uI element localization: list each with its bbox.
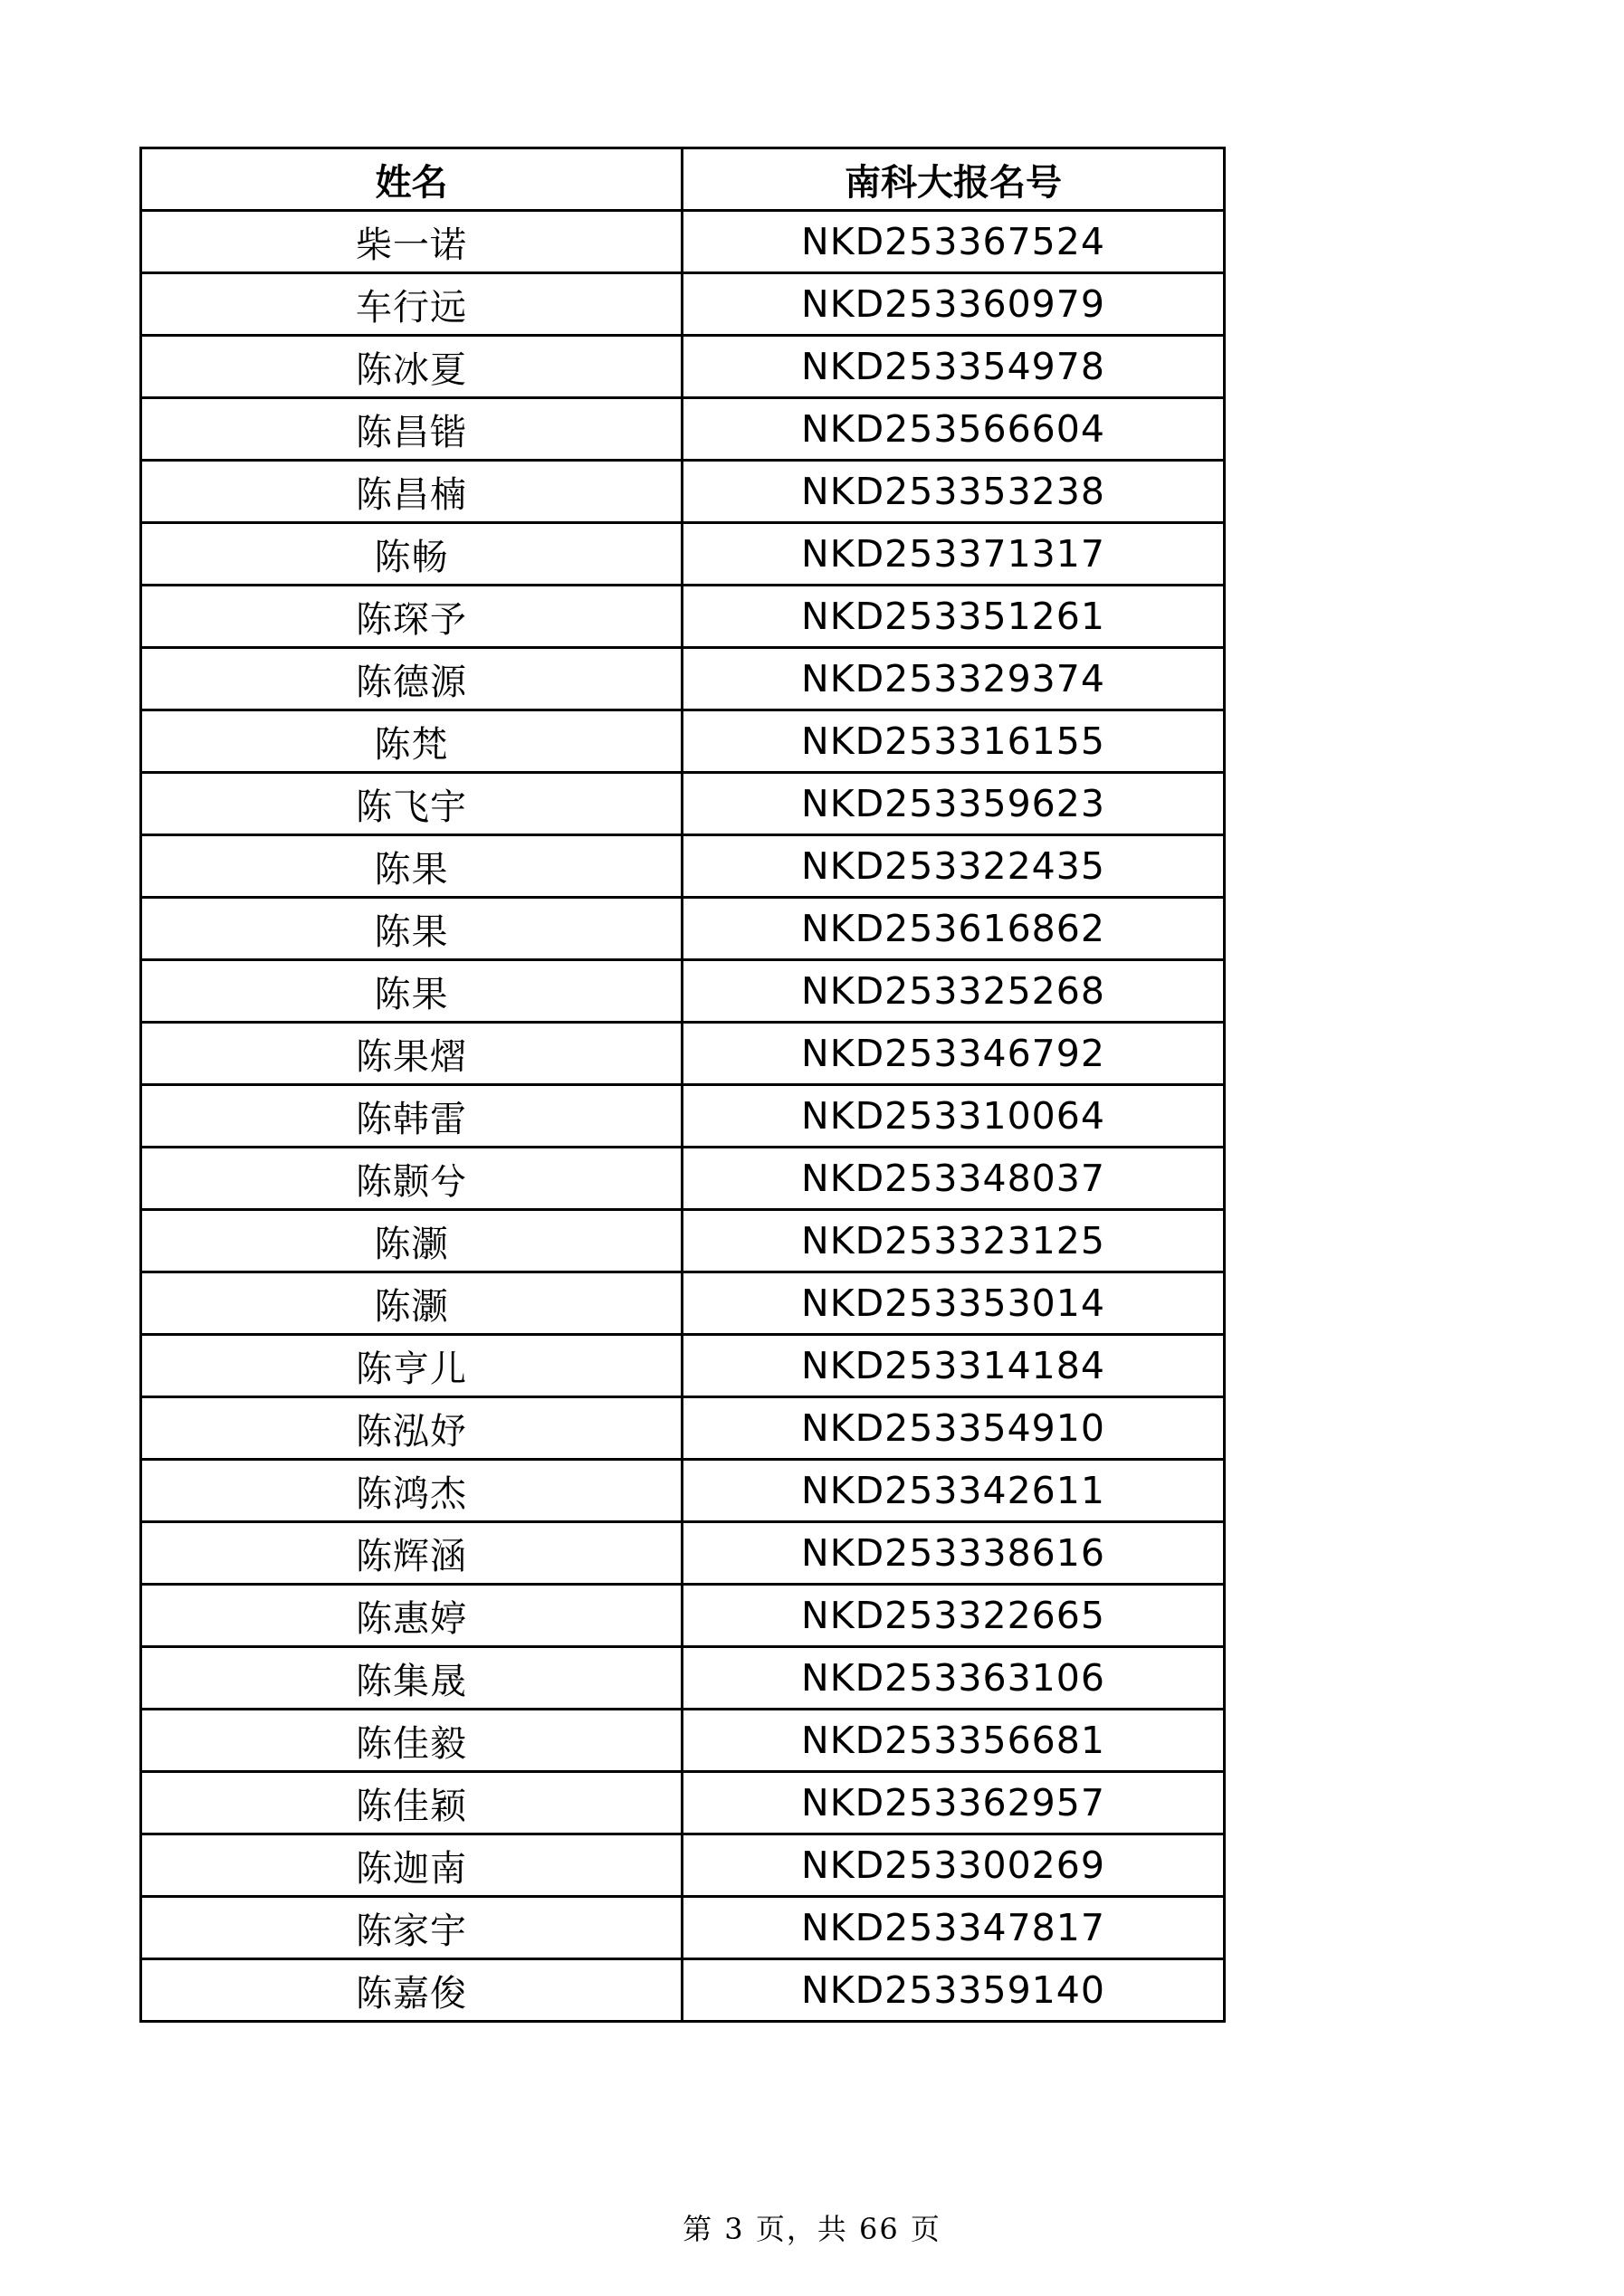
table-row [141,898,1225,960]
table-row [141,1148,1225,1210]
table-row [141,648,1225,710]
cell-name: 陈泓妤 [141,1397,683,1460]
table-row [141,461,1225,523]
table-row [141,1710,1225,1772]
table-row [141,1647,1225,1710]
cell-registration-no: NKD253316155 [683,710,1225,773]
cell-name: 陈果 [141,835,683,898]
cell-registration-no: NKD253566604 [683,398,1225,461]
cell-registration-no: NKD253354978 [683,336,1225,398]
cell-registration-no: NKD253329374 [683,648,1225,710]
cell-registration-no: NKD253322435 [683,835,1225,898]
cell-registration-no: NKD253322665 [683,1585,1225,1647]
cell-name: 陈畅 [141,523,683,586]
cell-name: 陈灏 [141,1210,683,1272]
table-row [141,710,1225,773]
cell-registration-no: NKD253342611 [683,1460,1225,1522]
table-row [141,1522,1225,1585]
header-row [141,148,1225,211]
cell-name: 陈惠婷 [141,1585,683,1647]
table-row [141,1585,1225,1647]
cell-name: 陈果熠 [141,1023,683,1085]
registration-table [139,147,1226,2023]
cell-name: 陈迦南 [141,1834,683,1897]
cell-registration-no: NKD253363106 [683,1647,1225,1710]
table-row [141,211,1225,273]
cell-name: 陈嘉俊 [141,1959,683,2022]
cell-registration-no: NKD253360979 [683,273,1225,336]
cell-name: 陈昌锴 [141,398,683,461]
table-row [141,273,1225,336]
cell-name: 陈果 [141,960,683,1023]
cell-registration-no: NKD253354910 [683,1397,1225,1460]
table-row [141,773,1225,835]
table-body [141,211,1225,2022]
cell-registration-no: NKD253314184 [683,1335,1225,1397]
cell-registration-no: NKD253616862 [683,898,1225,960]
cell-registration-no: NKD253353238 [683,461,1225,523]
cell-registration-no: NKD253310064 [683,1085,1225,1148]
page-number: 第 3 页，共 66 页 [683,2212,941,2246]
cell-name: 陈灏 [141,1272,683,1335]
cell-registration-no: NKD253351261 [683,586,1225,648]
cell-registration-no: NKD253353014 [683,1272,1225,1335]
cell-registration-no: NKD253367524 [683,211,1225,273]
cell-name: 陈佳毅 [141,1710,683,1772]
cell-registration-no: NKD253359140 [683,1959,1225,2022]
table-row [141,586,1225,648]
cell-name: 陈集晟 [141,1647,683,1710]
table-row [141,1959,1225,2022]
cell-registration-no: NKD253356681 [683,1710,1225,1772]
cell-name: 陈飞宇 [141,773,683,835]
cell-name: 陈昌楠 [141,461,683,523]
cell-name: 陈家宇 [141,1897,683,1959]
cell-registration-no: NKD253323125 [683,1210,1225,1272]
cell-name: 陈德源 [141,648,683,710]
cell-registration-no: NKD253371317 [683,523,1225,586]
cell-name: 陈韩雷 [141,1085,683,1148]
cell-name: 陈鸿杰 [141,1460,683,1522]
header-registration-no: 南科大报名号 [683,148,1225,211]
table-header [141,148,1225,211]
table-row [141,1460,1225,1522]
cell-name: 柴一诺 [141,211,683,273]
cell-name: 陈颢兮 [141,1148,683,1210]
table-row [141,1085,1225,1148]
table-row [141,1834,1225,1897]
cell-registration-no: NKD253300269 [683,1834,1225,1897]
cell-name: 陈琛予 [141,586,683,648]
cell-registration-no: NKD253362957 [683,1772,1225,1834]
table-row [141,523,1225,586]
table-row [141,1897,1225,1959]
cell-registration-no: NKD253347817 [683,1897,1225,1959]
table-row [141,835,1225,898]
cell-registration-no: NKD253346792 [683,1023,1225,1085]
cell-name: 车行远 [141,273,683,336]
table-row [141,1023,1225,1085]
table-row [141,336,1225,398]
cell-name: 陈果 [141,898,683,960]
table-row [141,1210,1225,1272]
cell-registration-no: NKD253325268 [683,960,1225,1023]
table-row [141,1272,1225,1335]
cell-registration-no: NKD253338616 [683,1522,1225,1585]
cell-name: 陈辉涵 [141,1522,683,1585]
cell-name: 陈冰夏 [141,336,683,398]
table-row [141,960,1225,1023]
cell-registration-no: NKD253359623 [683,773,1225,835]
cell-name: 陈梵 [141,710,683,773]
cell-name: 陈佳颖 [141,1772,683,1834]
table-row [141,1772,1225,1834]
table-row [141,398,1225,461]
header-name: 姓名 [141,148,683,211]
table-row [141,1335,1225,1397]
cell-name: 陈亨儿 [141,1335,683,1397]
table-row [141,1397,1225,1460]
cell-registration-no: NKD253348037 [683,1148,1225,1210]
